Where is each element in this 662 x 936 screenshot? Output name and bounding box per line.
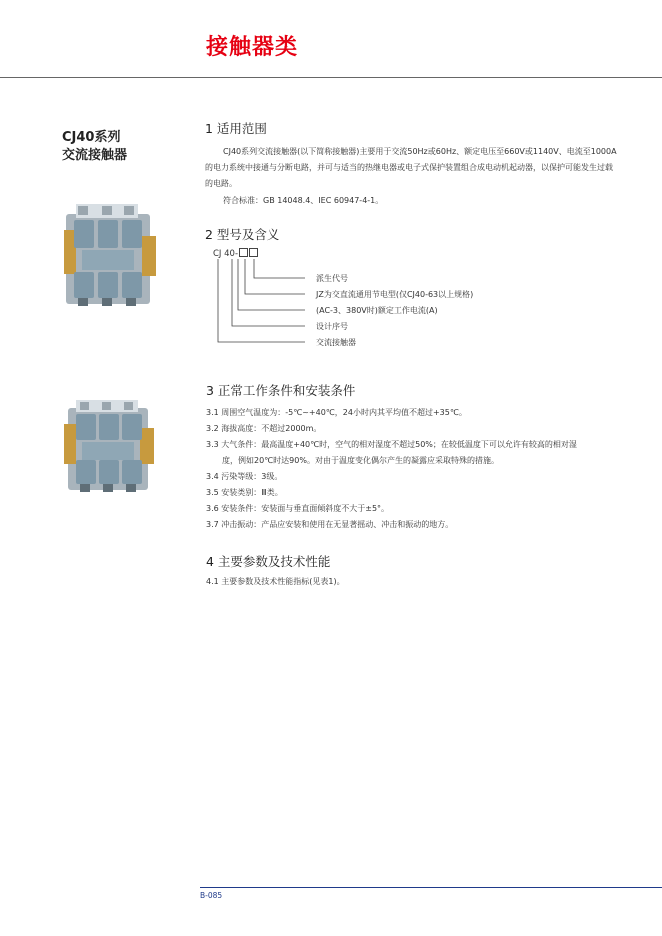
product-title-line2: 交流接触器 — [62, 148, 128, 163]
model-diagram-lines — [205, 256, 315, 348]
legend-rated-current: (AC-3、380V时)额定工作电流(A) — [316, 306, 438, 315]
legend-jz-type: JZ为交直流通用节电型(仅CJ40-63以上规格) — [316, 290, 474, 299]
list-item-text: 3.6 安装条件：安装面与垂直面倾斜度不大于±5°。 — [206, 504, 390, 513]
section4-item: 4.1 主要参数及技术性能指标(见表1)。 — [206, 577, 345, 586]
list-item-text: 3.7 冲击振动：产品应安装和使用在无显著摇动、冲击和振动的地方。 — [206, 520, 454, 529]
header-divider — [0, 77, 662, 78]
product-title — [62, 129, 127, 165]
contactor-product-image-1 — [62, 200, 162, 308]
model-code-text: CJ 40- — [213, 249, 239, 259]
section3-heading: 3 正常工作条件和安装条件 — [206, 383, 356, 398]
legend-ac-contactor: 交流接触器 — [316, 338, 356, 347]
line-derivative-code — [254, 259, 305, 278]
section1-paragraph: CJ40系列交流接触器(以下简称接触器)主要用于交流50Hz或60Hz、额定电压至660V或1140V、电流至1000A的电力系统中接通与分断电路，并可与适当的热继电器或电子式保护装置组合成电动机起动器，以保护可能发生过载的电路。 — [205, 147, 617, 188]
legend-derivative-code: 派生代号 — [316, 274, 348, 283]
list-item — [206, 405, 626, 421]
list-item-text: 3.1 周围空气温度为：-5℃~+40℃，24小时内其平均值不超过+35℃。 — [206, 408, 467, 417]
line-design-number — [232, 259, 305, 326]
list-item — [206, 437, 626, 469]
section1-heading: 1 适用范围 — [205, 121, 267, 136]
list-item-text: 3.5 安装类别：Ⅲ类。 — [206, 488, 283, 497]
list-item-continuation: 度，例如20℃时达90%。对由于温度变化偶尔产生的凝露应采取特殊的措施。 — [222, 456, 499, 465]
list-item-text: 3.4 污染等级：3级。 — [206, 472, 283, 481]
section4-heading: 4 主要参数及技术性能 — [206, 554, 331, 569]
list-item — [206, 485, 626, 501]
list-item-text: 3.2 海拔高度：不超过2000m。 — [206, 424, 322, 433]
list-item — [206, 517, 626, 533]
section1-standard: 符合标准：GB 14048.4、IEC 60947-4-1。 — [223, 196, 384, 205]
list-item — [206, 501, 626, 517]
section2-heading: 2 型号及含义 — [205, 227, 280, 242]
product-title-line1: CJ40系列 — [62, 130, 121, 145]
page-number: B-085 — [200, 891, 223, 900]
page-title: 接触器类 — [206, 35, 299, 60]
section3-list — [206, 405, 626, 533]
list-item — [206, 469, 626, 485]
line-rated-current — [238, 259, 305, 310]
footer-divider — [200, 887, 662, 888]
list-item — [206, 421, 626, 437]
list-item-text: 3.3 大气条件：最高温度+40℃时，空气的相对湿度不超过50%；在较低温度下可以允许有较高的相对湿 — [206, 440, 577, 449]
contactor-product-image-2 — [62, 398, 160, 494]
line-ac-contactor — [218, 259, 305, 342]
legend-design-number: 设计序号 — [316, 322, 348, 331]
